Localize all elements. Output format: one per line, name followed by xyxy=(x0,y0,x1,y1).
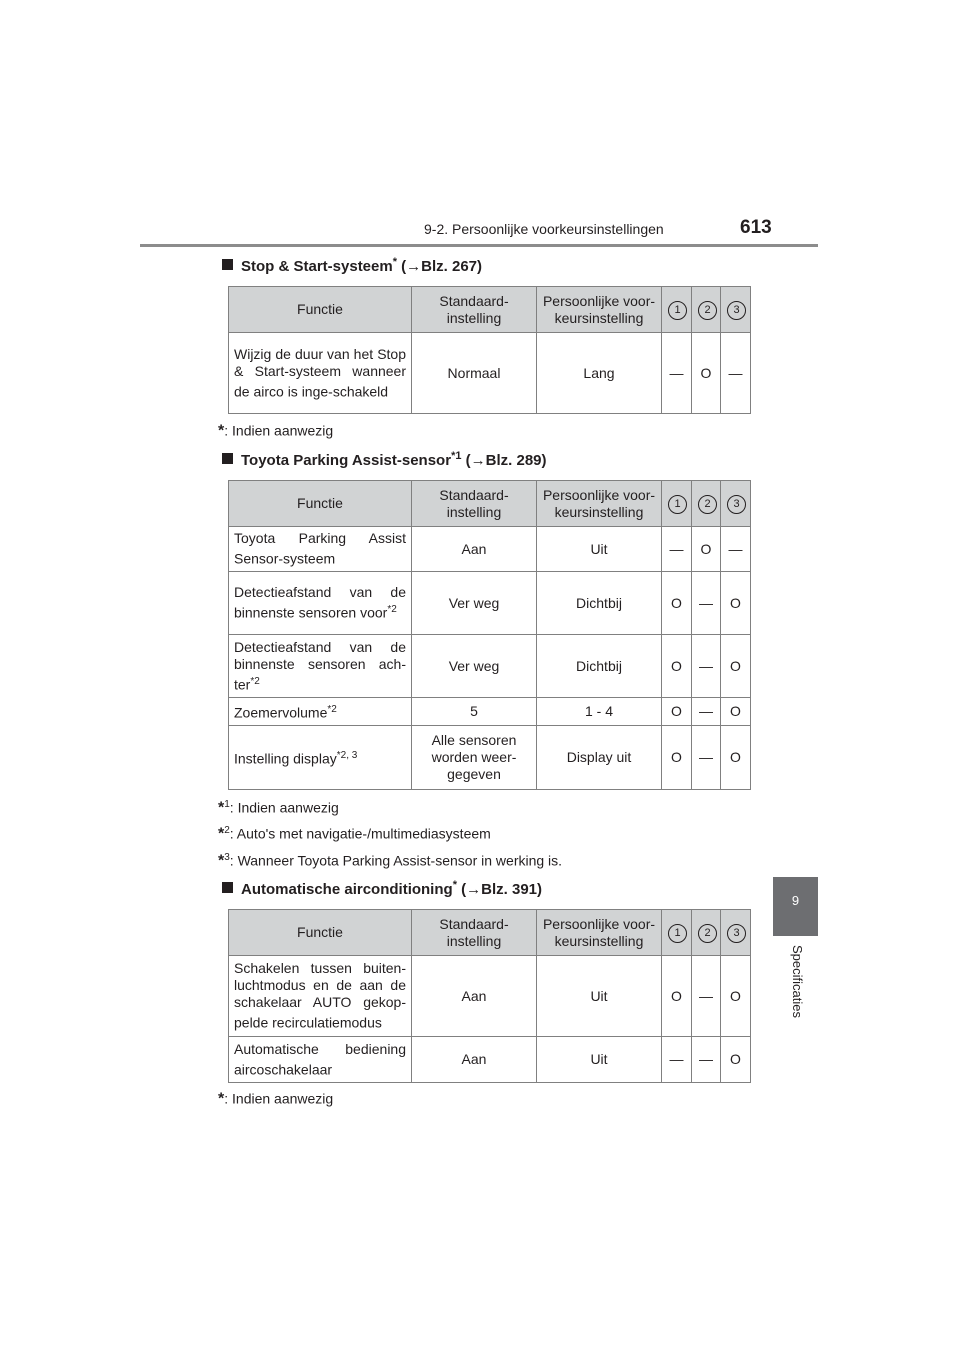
running-header-title: 9-2. Persoonlijke voorkeursinstellingen xyxy=(424,221,664,237)
header-col-2 xyxy=(692,910,721,956)
header-col-1 xyxy=(662,287,692,333)
cell-c2: — xyxy=(692,1037,721,1083)
cell-c1: O xyxy=(662,635,692,698)
header-functie: Functie xyxy=(229,481,412,527)
circled-1-icon: 1 xyxy=(668,495,687,514)
table-parking-assist xyxy=(228,480,751,790)
circled-3-icon: 3 xyxy=(727,301,746,320)
footnote: *$^2$: Auto's met navigatie-/multimediasysteem xyxy=(218,825,491,843)
cell-persoonlijk: Uit xyxy=(537,1037,662,1083)
cell-c1: O xyxy=(662,698,692,726)
cell-c3: — xyxy=(721,527,751,572)
cell-persoonlijk: Dichtbij xyxy=(537,635,662,698)
cell-standaard: Normaal xyxy=(412,333,537,414)
table-row xyxy=(229,527,751,572)
footnote: *$^1$: Indien aanwezig xyxy=(218,799,339,817)
footnote: *: Indien aanwezig xyxy=(218,422,334,440)
cell-functie: Detectieafstand van de binnenste sensoren voor$^{*2}$ xyxy=(229,572,412,635)
cell-c2: O xyxy=(692,527,721,572)
header-persoonlijk: Persoonlijke voor-keursinstelling xyxy=(537,910,662,956)
cell-c2: — xyxy=(692,726,721,790)
square-bullet-icon xyxy=(222,259,233,270)
footnote: *: Indien aanwezig xyxy=(218,1090,334,1108)
header-functie: Functie xyxy=(229,910,412,956)
cell-persoonlijk: Uit xyxy=(537,956,662,1037)
table-row xyxy=(229,333,751,414)
table-header-row xyxy=(229,287,751,333)
cell-standaard: Ver weg xyxy=(412,572,537,635)
cell-functie: Zoemervolume$^{*2}$ xyxy=(229,698,412,726)
cell-standaard: Alle sensoren worden weer-gegeven xyxy=(412,726,537,790)
cell-c1: — xyxy=(662,1037,692,1083)
circled-2-icon: 2 xyxy=(698,495,717,514)
cell-c1: O xyxy=(662,572,692,635)
table-header-row xyxy=(229,481,751,527)
header-rule xyxy=(140,244,818,247)
section-heading-parking-assist: Toyota Parking Assist-sensor$^{*1}$ (→Blz. 289) xyxy=(222,450,547,469)
header-col-1 xyxy=(662,910,692,956)
cell-persoonlijk: Lang xyxy=(537,333,662,414)
cell-c3: O xyxy=(721,635,751,698)
cell-standaard: Aan xyxy=(412,1037,537,1083)
cell-c1: — xyxy=(662,333,692,414)
cell-functie: Toyota Parking Assist Sensor-systeem xyxy=(229,527,412,572)
circled-3-icon: 3 xyxy=(727,924,746,943)
cell-standaard: 5 xyxy=(412,698,537,726)
section-heading-stop-start: Stop & Start-systeem* (→Blz. 267) xyxy=(222,256,482,275)
cell-c3: O xyxy=(721,572,751,635)
header-col-1 xyxy=(662,481,692,527)
cell-persoonlijk: Display uit xyxy=(537,726,662,790)
circled-3-icon: 3 xyxy=(727,495,746,514)
table-row xyxy=(229,572,751,635)
cell-functie: Detectieafstand van de binnenste sensoren ach-ter$^{*2}$ xyxy=(229,635,412,698)
section-heading-auto-airco: Automatische airconditioning* (→Blz. 391) xyxy=(222,879,542,898)
cell-c3: O xyxy=(721,726,751,790)
header-standaard: Standaard-instelling xyxy=(412,910,537,956)
header-col-2 xyxy=(692,287,721,333)
cell-c1: O xyxy=(662,956,692,1037)
cell-functie: Wijzig de duur van het Stop & Start-systeem wanneer de airco is inge-schakeld xyxy=(229,333,412,414)
cell-functie: Schakelen tussen buiten-luchtmodus en de aan de schakelaar AUTO gekop-pelde recirculatiemodus xyxy=(229,956,412,1037)
cell-standaard: Aan xyxy=(412,956,537,1037)
header-col-3 xyxy=(721,287,751,333)
header-functie: Functie xyxy=(229,287,412,333)
circled-1-icon: 1 xyxy=(668,924,687,943)
cell-c1: O xyxy=(662,726,692,790)
cell-persoonlijk: Uit xyxy=(537,527,662,572)
cell-persoonlijk: 1 - 4 xyxy=(537,698,662,726)
cell-c2: — xyxy=(692,956,721,1037)
header-col-3 xyxy=(721,481,751,527)
table-row xyxy=(229,698,751,726)
circled-2-icon: 2 xyxy=(698,924,717,943)
square-bullet-icon xyxy=(222,882,233,893)
square-bullet-icon xyxy=(222,453,233,464)
table-stop-start xyxy=(228,286,751,414)
table-row xyxy=(229,956,751,1037)
table-row xyxy=(229,635,751,698)
cell-c1: — xyxy=(662,527,692,572)
cell-standaard: Ver weg xyxy=(412,635,537,698)
cell-functie: Automatische bediening aircoschakelaar xyxy=(229,1037,412,1083)
circled-1-icon: 1 xyxy=(668,301,687,320)
header-persoonlijk: Persoonlijke voor-keursinstelling xyxy=(537,481,662,527)
header-standaard: Standaard-instelling xyxy=(412,287,537,333)
header-persoonlijk: Persoonlijke voor-keursinstelling xyxy=(537,287,662,333)
cell-functie: Instelling display$^{*2, 3}$ xyxy=(229,726,412,790)
circled-2-icon: 2 xyxy=(698,301,717,320)
cell-c3: O xyxy=(721,956,751,1037)
cell-c2: — xyxy=(692,572,721,635)
cell-c2: O xyxy=(692,333,721,414)
header-standaard: Standaard-instelling xyxy=(412,481,537,527)
table-auto-airco xyxy=(228,909,751,1083)
chapter-tab: 9 xyxy=(773,877,818,936)
header-col-2 xyxy=(692,481,721,527)
cell-c2: — xyxy=(692,635,721,698)
cell-persoonlijk: Dichtbij xyxy=(537,572,662,635)
header-col-3 xyxy=(721,910,751,956)
cell-c2: — xyxy=(692,698,721,726)
cell-c3: O xyxy=(721,1037,751,1083)
cell-c3: O xyxy=(721,698,751,726)
page-number: 613 xyxy=(740,217,772,238)
chapter-label: Specificaties xyxy=(790,945,805,1018)
table-row xyxy=(229,726,751,790)
cell-standaard: Aan xyxy=(412,527,537,572)
footnote: *$^3$: Wanneer Toyota Parking Assist-sensor in werking is. xyxy=(218,852,563,870)
table-header-row xyxy=(229,910,751,956)
table-row xyxy=(229,1037,751,1083)
cell-c3: — xyxy=(721,333,751,414)
